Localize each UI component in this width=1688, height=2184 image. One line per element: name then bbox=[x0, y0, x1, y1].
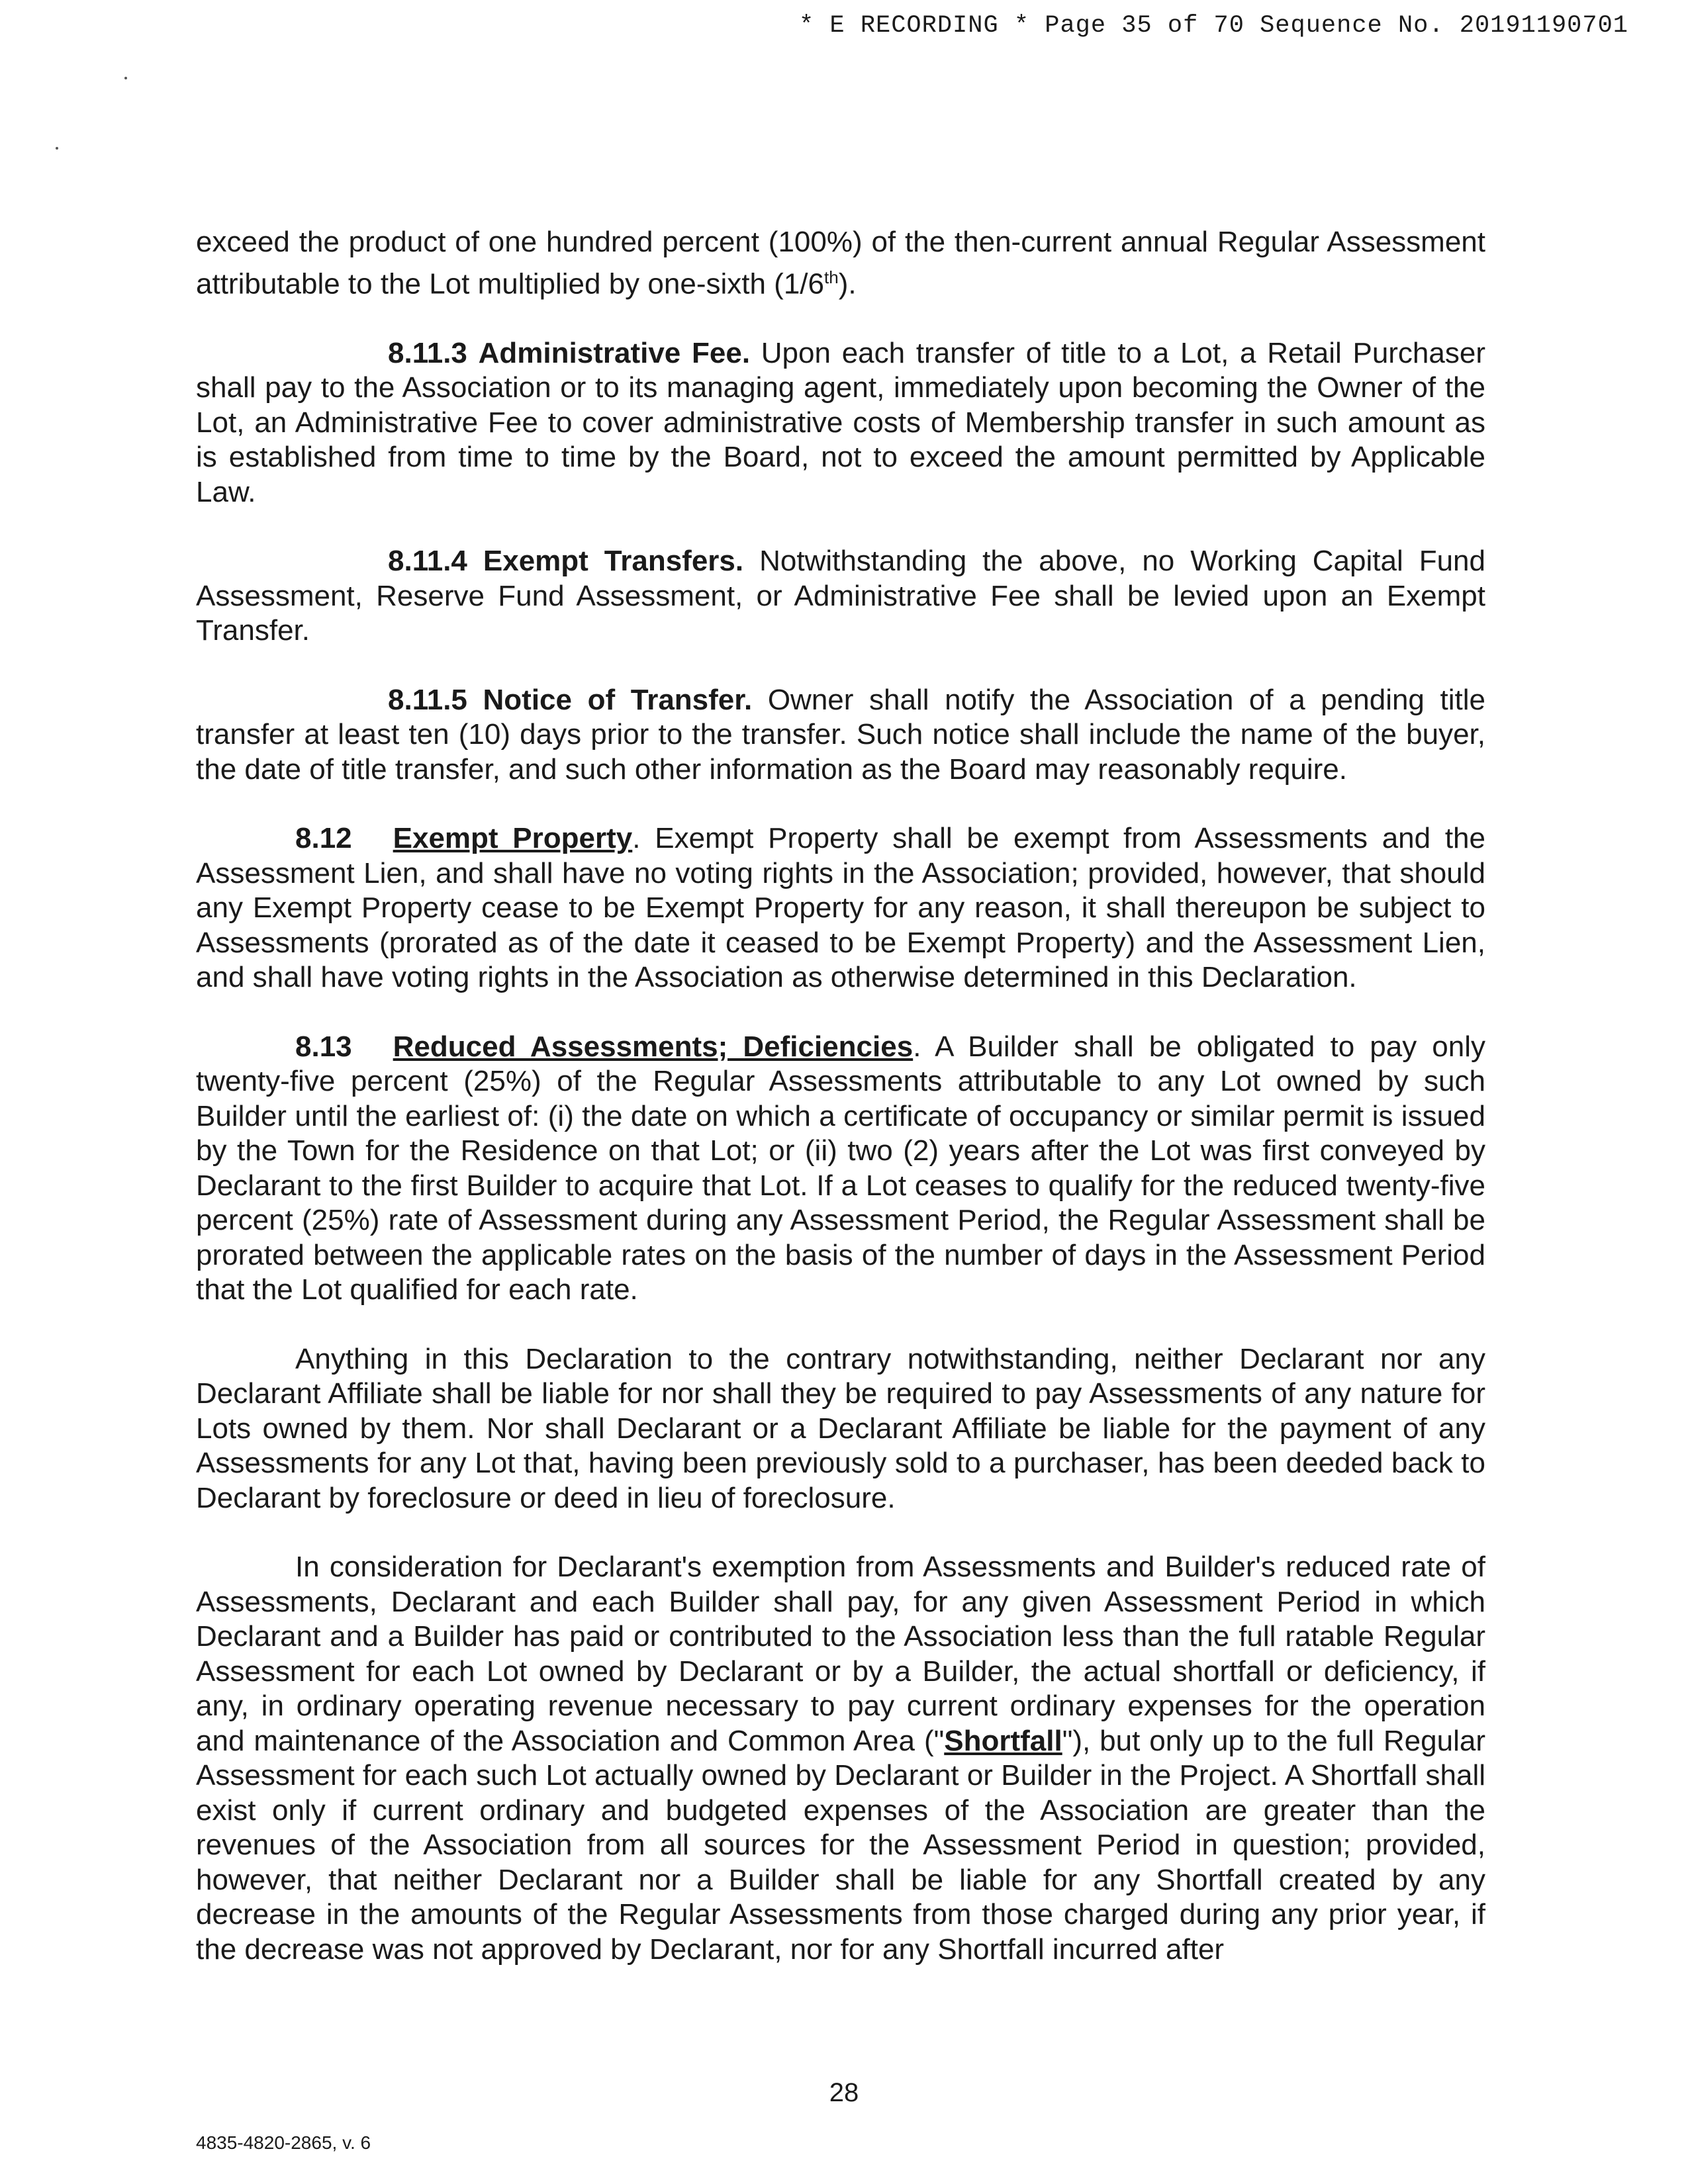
document-id: 4835-4820-2865, v. 6 bbox=[196, 2132, 371, 2153]
section-text: Upon each transfer of title to a Lot, a Retail Purchaser shall pay to the Association or to its managing agent, immediately upon becoming the Owner of the Lot, an Administrative Fee to cover administrative costs of Membership transfer in such amount as is established from time to time by the Board, not to exceed the amount permitted by Applicable Law. bbox=[196, 336, 1486, 508]
section-title: Notice of Transfer. bbox=[483, 683, 753, 716]
section-title: Exempt Transfers. bbox=[483, 545, 744, 578]
section-number: 8.12 bbox=[295, 822, 352, 855]
section-text: Owner shall notify the Association of a pending title transfer at least ten (10) days prior to the transfer. Such notice shall include the name of the buyer, the date of title transfer, and such other information as the Board may reasonably require. bbox=[196, 683, 1485, 786]
section-number: 8.11.5 bbox=[388, 683, 467, 716]
defined-term-shortfall: Shortfall bbox=[944, 1724, 1062, 1757]
section-8-13: 8.13 Reduced Assessments; Deficiencies. A Builder shall be obligated to pay only twenty-five percent (25%) of the Regular Assessments attributable to any Lot owned by such Builder until the earliest of: (i) the date on which a certificate of occupancy or similar permit is issued by the Town for the Residence on that Lot; or (ii) two (2) years after the Lot was first conveyed by Declarant to the first Builder to acquire that Lot. If a Lot ceases to qualify for the reduced twenty-five percent (25%) rate of Assessment during any Assessment Period, the Regular Assessment shall be prorated between the applicable rates on the basis of the number of days in the Assessment Period that the Lot qualified for each rate. bbox=[196, 1030, 1486, 1306]
section-number: 8.11.3 bbox=[388, 336, 467, 369]
section-text: Exempt Property shall be exempt from Assessments and the Assessment Lien, and shall have no voting rights in the Association; provided, however, that should any Exempt Property cease to be Exempt Property for any reason, it shall thereupon be subject to Assessments (prorated as of the date it ceased to be Exempt Property) and the Assessment Lien, and shall have voting rights in the Association as otherwise determined in this Declaration. bbox=[196, 822, 1485, 994]
scan-speck bbox=[124, 77, 127, 79]
section-title: Exempt Property bbox=[393, 822, 633, 855]
scan-speck bbox=[56, 147, 58, 150]
document-body bbox=[196, 225, 1485, 2001]
section-title: Reduced Assessments; Deficiencies bbox=[393, 1030, 914, 1063]
paragraph-anything: Anything in this Declaration to the contrary notwithstanding, neither Declarant nor any Declarant Affiliate shall be liable for nor shall they be required to pay Assessments of any nature for Lots owned by them. Nor shall Declarant or a Declarant Affiliate be liable for the payment of any Assessments for any Lot that, having been previously sold to a purchaser, has been deeded back to Declarant by foreclosure or deed in lieu of foreclosure. bbox=[196, 1342, 1485, 1514]
paragraph-continuation: exceed the product of one hundred percent (100%) of the then-current annual Regular Assessment attributable to the Lot multiplied by one-sixth (1/6th). bbox=[196, 226, 1485, 300]
section-8-11-5 bbox=[196, 683, 1485, 788]
section-8-11-4 bbox=[196, 544, 1485, 649]
section-text: Notwithstanding the above, no Working Capital Fund Assessment, Reserve Fund Assessment, or Administrative Fee shall be levied upon an Exempt Transfer. bbox=[196, 545, 1485, 647]
paragraph-consideration: In consideration for Declarant's exemption from Assessments and Builder's reduced rate of Assessments, Declarant and each Builder shall pay, for any given Assessment Period in which Declarant and a Builder has paid or contributed to the Association less than the full ratable Regular Assessment for each Lot owned by Declarant or by a Builder, the actual shortfall or deficiency, if any, in ordinary operating revenue necessary to pay current ordinary expenses for the operation and maintenance of the Association and Common Area ("Shortfall"), but only up to the full Regular Assessment for each such Lot actually owned by Declarant or Builder in the Project. A Shortfall shall exist only if current ordinary and budgeted expenses of the Association are greater than the revenues of the Association from all sources for the Assessment Period in question; provided, however, that neither Declarant nor a Builder shall be liable for any Shortfall created by any decrease in the amounts of the Regular Assessments from those charged during any prior year, if the decrease was not approved by Declarant, nor for any Shortfall incurred after bbox=[196, 1551, 1485, 1966]
page-number: 28 bbox=[829, 2078, 859, 2107]
section-text: A Builder shall be obligated to pay only twenty-five percent (25%) of the Regular Assessments attributable to any Lot owned by such Builder until the earliest of: (i) the date on which a certificate of occupancy or similar permit is issued by the Town for the Residence on that Lot; or (ii) two (2) years after the Lot was first conveyed by Declarant to the first Builder to acquire that Lot. If a Lot ceases to qualify for the reduced twenty-five percent (25%) rate of Assessment during any Assessment Period, the Regular Assessment shall be prorated between the applicable rates on the basis of the number of days in the Assessment Period that the Lot qualified for each rate. bbox=[196, 1030, 1486, 1306]
section-number: 8.13 bbox=[295, 1030, 352, 1063]
section-8-12: 8.12 Exempt Property. Exempt Property shall be exempt from Assessments and the Assessment Lien, and shall have no voting rights in the Association; provided, however, that should any Exempt Property cease to be Exempt Property for any reason, it shall thereupon be subject to Assessments (prorated as of the date it ceased to be Exempt Property) and the Assessment Lien, and shall have voting rights in the Association as otherwise determined in this Declaration. bbox=[196, 822, 1485, 994]
recording-stamp: * E RECORDING * Page 35 of 70 Sequence No. 20191190701 bbox=[799, 12, 1628, 40]
section-number: 8.11.4 bbox=[388, 545, 467, 578]
section-title: Administrative Fee. bbox=[478, 336, 751, 369]
section-8-11-3 bbox=[196, 336, 1485, 510]
